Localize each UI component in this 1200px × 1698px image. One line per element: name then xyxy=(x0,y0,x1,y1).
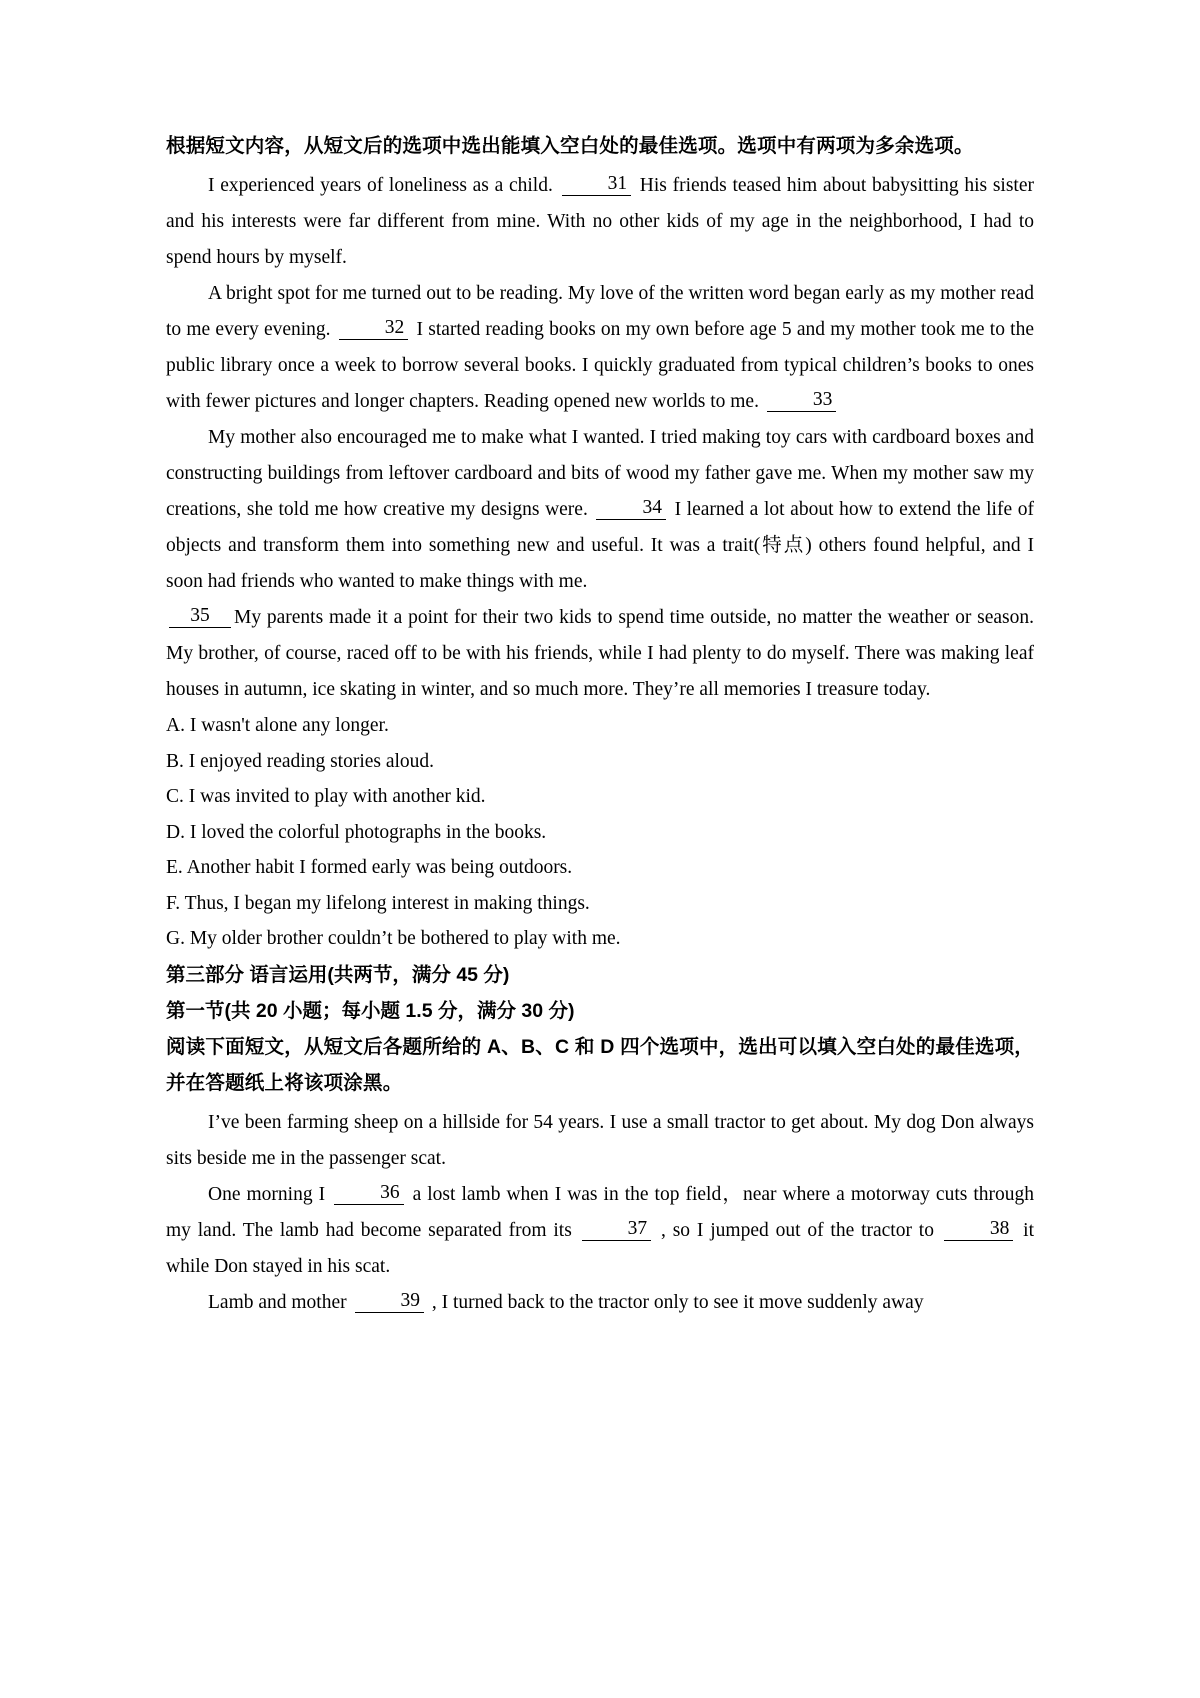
option-item[interactable]: D. I loved the colorful photographs in the books. xyxy=(166,821,547,843)
paragraph xyxy=(166,420,1034,600)
option-item[interactable]: C. I was invited to play with another kid. xyxy=(166,786,486,807)
paragraph xyxy=(166,1177,1034,1285)
text-run: My parents made it a point for their two kids to spend time outside, no matter the weather or season. My brother, of course, raced off to be with his friends, while I had plenty to do myself. There was making leaf houses in autumn, ice skating in winter, and so much more. They’re all memories I treasure today. xyxy=(166,607,1034,700)
option-item[interactable]: G. My older brother couldn’t be bothered to play with me. xyxy=(166,928,621,949)
paragraph xyxy=(166,168,1034,276)
paragraph xyxy=(166,600,1034,708)
text-run: a lost lamb when I was in the top field，near where a motorway cuts through my land. The lamb had become separated from its xyxy=(166,1183,1034,1241)
option-item[interactable]: E. Another habit I formed early was being outdoors. xyxy=(166,857,573,878)
answer-blank[interactable]: 39 xyxy=(355,1290,425,1313)
text-run: I experienced years of loneliness as a child. xyxy=(208,175,559,196)
text-run: , so I jumped out of the tractor to xyxy=(654,1219,941,1241)
answer-blank[interactable]: 36 xyxy=(334,1182,404,1205)
passage-one xyxy=(166,168,1034,708)
text-run: My mother also encouraged me to make what I wanted. I tried making toy cars with cardboard boxes and constructing buildings from leftover cardboard and bits of wood my father gave me. When my mother saw my creations, she told me how creative my designs were. xyxy=(166,427,1034,520)
text-run: it while Don stayed in his scat. xyxy=(166,1219,1035,1277)
passage-two xyxy=(166,1105,1034,1321)
text-run: I learned a lot about how to extend the life of objects and transform them into something new and useful. It was a trait(特点) others found helpful, and I soon had friends who wanted to make things with me. xyxy=(166,499,1034,592)
section-one-heading: 第一节(共 20 小题；每小题 1.5 分，满分 30 分) xyxy=(166,999,575,1022)
section-a-instruction: 根据短文内容，从短文后的选项中选出能填入空白处的最佳选项。选项中有两项为多余选项。 xyxy=(166,135,974,157)
answer-blank[interactable]: 31 xyxy=(562,173,632,196)
answer-blank[interactable]: 38 xyxy=(944,1218,1014,1241)
option-item[interactable]: B. I enjoyed reading stories aloud. xyxy=(166,750,435,772)
paragraph xyxy=(166,1105,1034,1177)
answer-blank[interactable]: 37 xyxy=(582,1218,652,1241)
text-run: His friends teased him about babysitting his sister and his interests were far different from mine. With no other kids of my age in the neighborhood, I had to spend hours by myself. xyxy=(166,175,1034,268)
text-run: A bright spot for me turned out to be reading. My love of the written word began early as my mother read to me every evening. xyxy=(166,283,1034,340)
answer-blank[interactable]: 35 xyxy=(169,605,231,628)
text-run: I’ve been farming sheep on a hillside for 54 years. I use a small tractor to get about. My dog Don always sits beside me in the passenger scat. xyxy=(166,1111,1034,1169)
paragraph xyxy=(166,1285,1034,1321)
text-run: , I turned back to the tractor only to see it move suddenly away xyxy=(427,1291,924,1313)
text-run: Lamb and mother xyxy=(208,1291,352,1313)
text-run: One morning I xyxy=(208,1183,332,1205)
text-run: I started reading books on my own before age 5 and my mother took me to the public library once a week to borrow several books. I quickly graduated from typical children’s books to ones with fewer pictures and longer chapters. Reading opened new worlds to me. xyxy=(166,319,1034,412)
section-one-instruction: 阅读下面短文，从短文后各题所给的 A、B、C 和 D 四个选项中，选出可以填入空白处的最佳选项，并在答题纸上将该项涂黑。 xyxy=(166,1035,1034,1094)
part-three-heading: 第三部分 语言运用(共两节，满分 45 分) xyxy=(166,963,510,986)
option-list xyxy=(166,708,1034,957)
paragraph xyxy=(166,276,1034,420)
answer-blank[interactable]: 33 xyxy=(767,389,837,412)
option-item[interactable]: A. I wasn't alone any longer. xyxy=(166,715,389,736)
answer-blank[interactable]: 34 xyxy=(596,497,666,520)
option-item[interactable]: F. Thus, I began my lifelong interest in making things. xyxy=(166,892,590,914)
answer-blank[interactable]: 32 xyxy=(339,317,409,340)
